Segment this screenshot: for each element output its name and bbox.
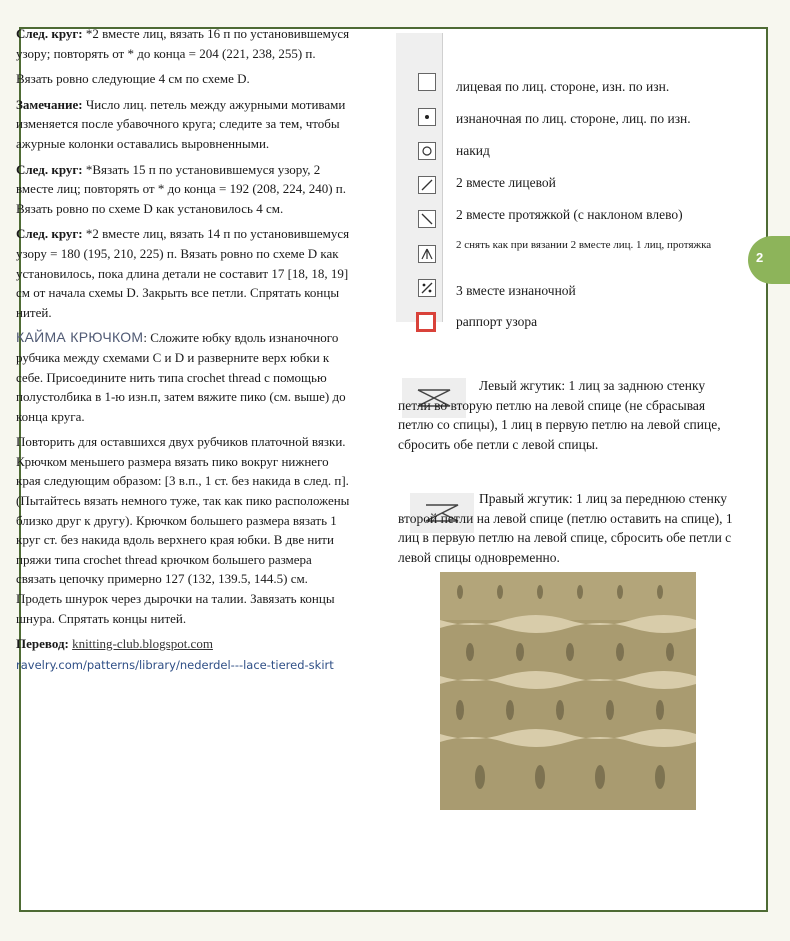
round-label: След. круг:	[16, 226, 83, 242]
paragraph-text: *2 вместе лиц, вязать 16 п по установившемуся узору; повторять от * до конца = 204 (221, 238, 255) п.	[16, 26, 350, 61]
round-label: След. круг:	[16, 26, 83, 41]
ssk-icon	[418, 210, 436, 228]
translation-label: Перевод:	[16, 636, 69, 652]
legend-label: 3 вместе изнаночной	[456, 283, 576, 298]
legend-label: 2 вместе протяжкой (с наклоном влево)	[456, 207, 683, 222]
empty-square-icon	[418, 73, 436, 91]
paragraph-4	[16, 160, 352, 219]
translation-line	[16, 634, 352, 654]
paragraph-6	[16, 328, 352, 426]
lace-skirt-photo	[440, 572, 696, 810]
paragraph-1	[16, 24, 352, 63]
section-heading: КАЙМА КРЮЧКОМ	[16, 329, 144, 346]
paragraph-text: *2 вместе лиц, вязать 14 п по установившемуся узору = 180 (195, 210, 225) п. Вязать ровно по схеме D как установилось, пока длина детали не составит 17 [18, 18, 19] см от начала схемы D. Закрыть все петли. Спрятать концы нитей.	[16, 226, 350, 320]
page-number-badge	[748, 236, 790, 284]
note-label: Замечание:	[16, 96, 83, 112]
translation-link[interactable]: knitting-club.blogspot.com	[72, 636, 213, 652]
paragraph-5	[16, 224, 352, 322]
legend-label: изнаночная по лиц. стороне, лиц. по изн.	[456, 111, 691, 126]
ravelry-link[interactable]: ravelry.com/patterns/library/nederdel---lace-tiered-skirt	[16, 657, 334, 672]
paragraph-2: Вязать ровно следующие 4 см по схеме D.	[16, 71, 250, 87]
legend-label: 2 снять как при вязании 2 вместе лиц. 1 лиц, протяжка	[456, 239, 712, 251]
paragraph-text: : Сложите юбку вдоль изнаночного рубчика между схемами C и D и разверните верх юбки к себе. Присоедините нить типа crochet thread с помощью полустолбика в 1-ю изн.п, затем вяжите пико (см. выше) до конца круга.	[16, 330, 346, 424]
round-label: След. круг:	[16, 161, 83, 177]
legend-label: лицевая по лиц. стороне, изн. по изн.	[456, 79, 670, 94]
paragraph-3	[16, 95, 352, 154]
page-number: 2	[756, 250, 764, 265]
right-cable-text: Правый жгутик: 1 лиц за переднюю стенку второй петли на левой спице (петлю оставить на спице), 1 лиц в первую петлю на левой спице, сбросить обе петли с левой спицы одновременно.	[398, 491, 733, 566]
legend-label: раппорт узора	[456, 314, 538, 329]
paragraph-text: Число лиц. петель между ажурными мотивами изменяется после убавочного круга; следите за тем, чтобы ажурные колонки оставались выровненными.	[16, 96, 346, 151]
k2tog-icon	[418, 176, 436, 194]
legend-label: 2 вместе лицевой	[456, 175, 556, 190]
instructions-column	[16, 24, 352, 675]
p3tog-icon	[418, 279, 436, 297]
paragraph-text: *Вязать 15 п по установившемуся узору, 2 вместе лиц; повторять от * до конца = 192 (208, 224, 240) п. Вязать ровно по схеме D как установилось 4 см.	[16, 161, 347, 216]
left-cable-text: Левый жгутик: 1 лиц за заднюю стенку петли во вторую петлю на левой спице (не сбрасывая петлю со спицы), 1 лиц в первую петлю на левой спице, сбросить обе петли с левой спицы.	[398, 378, 721, 453]
circle-square-icon	[418, 142, 436, 160]
dot-square-icon	[418, 108, 436, 126]
cdd-icon	[418, 245, 436, 263]
legend-label: накид	[456, 143, 490, 158]
paragraph-7: Повторить для оставшихся двух рубчиков платочной вязки. Крючком меньшего размера вязать пико вокруг нижнего края следующим образом: [3 в.п., 1 ст. без накида в след. п]. (Пытайтесь вязать немного туже, так как пико расположены близко друг к другу). Крючком большего размера вязать 1 круг ст. без накида вдоль верхнего края юбки. В две нити пряжи типа crochet thread крючком большего размера связать цепочку примерно 127 (132, 139.5, 144.5) см. Продеть шнурок через дырочки на талии. Завязать концы шнура. Спрятать концы нитей.	[16, 434, 350, 626]
repeat-box-icon	[416, 312, 436, 332]
